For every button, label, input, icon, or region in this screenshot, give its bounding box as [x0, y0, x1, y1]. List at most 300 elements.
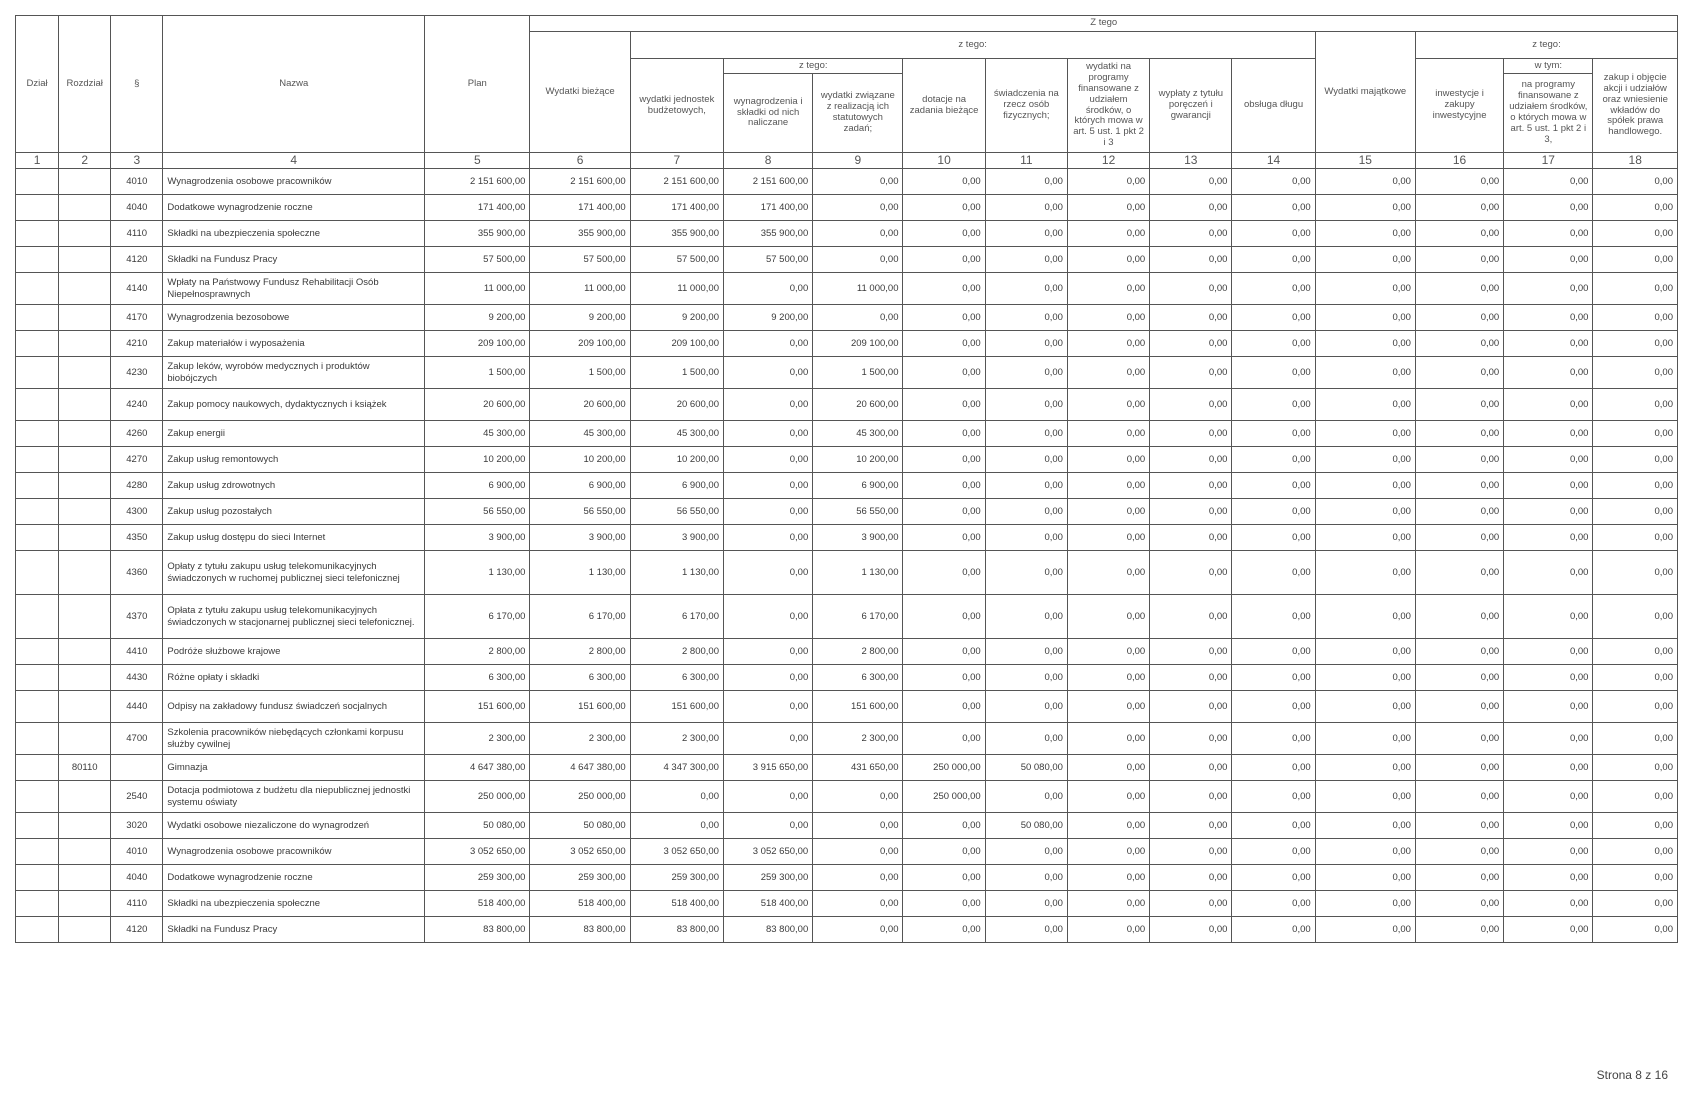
amount-cell: 151 600,00: [813, 691, 903, 723]
amount-cell: 3 900,00: [630, 525, 723, 551]
header-paragraf: §: [111, 16, 163, 153]
dzial-cell: [16, 639, 59, 665]
amount-cell: 0,00: [1593, 273, 1678, 305]
amount-cell: 209 100,00: [530, 331, 630, 357]
amount-cell: 0,00: [985, 917, 1067, 943]
amount-cell: 0,00: [1315, 499, 1415, 525]
amount-cell: 259 300,00: [723, 865, 812, 891]
amount-cell: 0,00: [813, 195, 903, 221]
table-row: [16, 169, 1678, 195]
amount-cell: 0,00: [1150, 639, 1232, 665]
dzial-cell: [16, 331, 59, 357]
amount-cell: 0,00: [813, 247, 903, 273]
amount-cell: 0,00: [903, 525, 985, 551]
amount-cell: 11 000,00: [630, 273, 723, 305]
amount-cell: 250 000,00: [530, 781, 630, 813]
amount-cell: 0,00: [1232, 447, 1315, 473]
amount-cell: 0,00: [985, 595, 1067, 639]
amount-cell: 0,00: [1150, 305, 1232, 331]
amount-cell: 0,00: [1150, 839, 1232, 865]
nazwa-cell: Zakup usług zdrowotnych: [163, 473, 425, 499]
amount-cell: 0,00: [903, 917, 985, 943]
table-row: [16, 781, 1678, 813]
paragraf-cell: 4040: [111, 195, 163, 221]
table-row: [16, 595, 1678, 639]
amount-cell: 0,00: [723, 273, 812, 305]
nazwa-cell: Dodatkowe wynagrodzenie roczne: [163, 195, 425, 221]
amount-cell: 0,00: [1067, 691, 1149, 723]
amount-cell: 0,00: [1150, 781, 1232, 813]
amount-cell: 0,00: [903, 813, 985, 839]
amount-cell: 0,00: [1067, 781, 1149, 813]
paragraf-cell: 4370: [111, 595, 163, 639]
rozdzial-cell: [59, 389, 111, 421]
amount-cell: 0,00: [985, 247, 1067, 273]
amount-cell: 0,00: [1067, 755, 1149, 781]
amount-cell: 0,00: [1593, 781, 1678, 813]
rozdzial-cell: [59, 357, 111, 389]
rozdzial-cell: [59, 447, 111, 473]
amount-cell: 0,00: [1415, 723, 1503, 755]
amount-cell: 151 600,00: [630, 691, 723, 723]
dzial-cell: [16, 595, 59, 639]
amount-cell: 9 200,00: [723, 305, 812, 331]
amount-cell: 0,00: [1067, 221, 1149, 247]
amount-cell: 0,00: [1067, 169, 1149, 195]
rozdzial-cell: [59, 813, 111, 839]
amount-cell: 0,00: [1593, 813, 1678, 839]
header-akcje: zakup i objęcie akcji i udziałów oraz wniesienie wkładów do spółek prawa handlowego.: [1593, 59, 1678, 153]
amount-cell: 20 600,00: [530, 389, 630, 421]
amount-cell: 0,00: [1593, 891, 1678, 917]
amount-cell: 0,00: [1593, 839, 1678, 865]
amount-cell: 0,00: [1232, 473, 1315, 499]
amount-cell: 0,00: [1232, 357, 1315, 389]
paragraf-cell: 4140: [111, 273, 163, 305]
amount-cell: 0,00: [1315, 551, 1415, 595]
paragraf-cell: 4240: [111, 389, 163, 421]
amount-cell: 0,00: [1593, 755, 1678, 781]
amount-cell: 0,00: [1315, 891, 1415, 917]
amount-cell: 0,00: [985, 665, 1067, 691]
header-programy-majatkowe: na programy finansowane z udziałem środków, o których mowa w art. 5 ust. 1 pkt 2 i 3,: [1504, 74, 1593, 153]
rozdzial-cell: 80110: [59, 755, 111, 781]
paragraf-cell: 4430: [111, 665, 163, 691]
amount-cell: 0,00: [723, 639, 812, 665]
dzial-cell: [16, 305, 59, 331]
dzial-cell: [16, 781, 59, 813]
amount-cell: 0,00: [1415, 691, 1503, 723]
rozdzial-cell: [59, 169, 111, 195]
amount-cell: 3 915 650,00: [723, 755, 812, 781]
amount-cell: 0,00: [1593, 723, 1678, 755]
dzial-cell: [16, 813, 59, 839]
amount-cell: 0,00: [723, 551, 812, 595]
amount-cell: 171 400,00: [723, 195, 812, 221]
paragraf-cell: [111, 755, 163, 781]
amount-cell: 0,00: [1315, 357, 1415, 389]
amount-cell: 4 647 380,00: [530, 755, 630, 781]
amount-cell: 0,00: [1150, 247, 1232, 273]
amount-cell: 171 400,00: [630, 195, 723, 221]
amount-cell: 0,00: [1415, 499, 1503, 525]
amount-cell: 0,00: [1232, 331, 1315, 357]
amount-cell: 0,00: [1067, 421, 1149, 447]
amount-cell: 0,00: [723, 595, 812, 639]
rozdzial-cell: [59, 839, 111, 865]
amount-cell: 0,00: [1315, 473, 1415, 499]
amount-cell: 0,00: [1415, 273, 1503, 305]
header-w-tym: w tym:: [1504, 59, 1593, 74]
header-inwestycje: inwestycje i zakupy inwestycyjne: [1415, 59, 1503, 153]
amount-cell: 0,00: [1415, 781, 1503, 813]
paragraf-cell: 4270: [111, 447, 163, 473]
amount-cell: 2 800,00: [630, 639, 723, 665]
amount-cell: 0,00: [1232, 755, 1315, 781]
amount-cell: 518 400,00: [530, 891, 630, 917]
amount-cell: 0,00: [1150, 447, 1232, 473]
amount-cell: 0,00: [1504, 595, 1593, 639]
amount-cell: 0,00: [1504, 865, 1593, 891]
dzial-cell: [16, 755, 59, 781]
dzial-cell: [16, 357, 59, 389]
amount-cell: 0,00: [903, 595, 985, 639]
amount-cell: 0,00: [903, 195, 985, 221]
amount-cell: 0,00: [1415, 891, 1503, 917]
amount-cell: 2 800,00: [530, 639, 630, 665]
amount-cell: 0,00: [903, 551, 985, 595]
header-rozdzial: Rozdział: [59, 16, 111, 153]
dzial-cell: [16, 421, 59, 447]
amount-cell: 0,00: [1315, 691, 1415, 723]
amount-cell: 3 900,00: [425, 525, 530, 551]
header-dotacje: dotacje na zadania bieżące: [903, 59, 985, 153]
amount-cell: 0,00: [723, 331, 812, 357]
amount-cell: 11 000,00: [425, 273, 530, 305]
amount-cell: 0,00: [1150, 221, 1232, 247]
column-number: 16: [1415, 153, 1503, 169]
amount-cell: 0,00: [1150, 595, 1232, 639]
amount-cell: 0,00: [723, 781, 812, 813]
amount-cell: 0,00: [1232, 723, 1315, 755]
dzial-cell: [16, 169, 59, 195]
amount-cell: 0,00: [1150, 473, 1232, 499]
amount-cell: 250 000,00: [425, 781, 530, 813]
table-row: [16, 813, 1678, 839]
amount-cell: 0,00: [1593, 595, 1678, 639]
column-number: 11: [985, 153, 1067, 169]
amount-cell: 0,00: [630, 781, 723, 813]
amount-cell: 0,00: [903, 221, 985, 247]
nazwa-cell: Opłata z tytułu zakupu usług telekomunikacyjnych świadczonych w stacjonarnej publicznej sieci telefonicznej.: [163, 595, 425, 639]
column-number: 10: [903, 153, 985, 169]
amount-cell: 0,00: [903, 865, 985, 891]
header-nazwa: Nazwa: [163, 16, 425, 153]
amount-cell: 0,00: [723, 421, 812, 447]
amount-cell: 0,00: [1593, 499, 1678, 525]
amount-cell: 0,00: [903, 891, 985, 917]
amount-cell: 0,00: [1593, 865, 1678, 891]
rozdzial-cell: [59, 305, 111, 331]
nazwa-cell: Wynagrodzenia bezosobowe: [163, 305, 425, 331]
amount-cell: 1 500,00: [425, 357, 530, 389]
amount-cell: 0,00: [1150, 389, 1232, 421]
amount-cell: 83 800,00: [530, 917, 630, 943]
amount-cell: 0,00: [985, 331, 1067, 357]
amount-cell: 0,00: [1315, 331, 1415, 357]
dzial-cell: [16, 665, 59, 691]
amount-cell: 0,00: [1150, 665, 1232, 691]
table-row: [16, 865, 1678, 891]
amount-cell: 0,00: [630, 813, 723, 839]
amount-cell: 209 100,00: [425, 331, 530, 357]
amount-cell: 6 170,00: [813, 595, 903, 639]
amount-cell: 0,00: [985, 499, 1067, 525]
table-row: [16, 551, 1678, 595]
nazwa-cell: Zakup materiałów i wyposażenia: [163, 331, 425, 357]
amount-cell: 0,00: [1315, 525, 1415, 551]
amount-cell: 0,00: [1232, 781, 1315, 813]
amount-cell: 0,00: [985, 839, 1067, 865]
amount-cell: 0,00: [1315, 273, 1415, 305]
column-number: 12: [1067, 153, 1149, 169]
amount-cell: 0,00: [813, 891, 903, 917]
rozdzial-cell: [59, 665, 111, 691]
amount-cell: 250 000,00: [903, 781, 985, 813]
table-row: [16, 665, 1678, 691]
table-row: [16, 525, 1678, 551]
paragraf-cell: 4280: [111, 473, 163, 499]
amount-cell: 0,00: [1504, 473, 1593, 499]
table-row: [16, 421, 1678, 447]
amount-cell: 0,00: [1504, 665, 1593, 691]
amount-cell: 0,00: [1150, 331, 1232, 357]
amount-cell: 0,00: [1504, 331, 1593, 357]
amount-cell: 431 650,00: [813, 755, 903, 781]
amount-cell: 0,00: [813, 169, 903, 195]
nazwa-cell: Odpisy na zakładowy fundusz świadczeń socjalnych: [163, 691, 425, 723]
dzial-cell: [16, 273, 59, 305]
amount-cell: 0,00: [1415, 473, 1503, 499]
amount-cell: 0,00: [1067, 551, 1149, 595]
amount-cell: 0,00: [723, 813, 812, 839]
paragraf-cell: 4410: [111, 639, 163, 665]
header-dzial: Dział: [16, 16, 59, 153]
dzial-cell: [16, 525, 59, 551]
dzial-cell: [16, 447, 59, 473]
amount-cell: 2 800,00: [813, 639, 903, 665]
amount-cell: 259 300,00: [425, 865, 530, 891]
amount-cell: 0,00: [985, 273, 1067, 305]
header-wydatki-programy: wydatki na programy finansowane z udziałem środków, o których mowa w art. 5 ust. 1 pkt 2 i 3: [1067, 59, 1149, 153]
amount-cell: 0,00: [1504, 421, 1593, 447]
amount-cell: 0,00: [1415, 331, 1503, 357]
amount-cell: 0,00: [1150, 273, 1232, 305]
nazwa-cell: Różne opłaty i składki: [163, 665, 425, 691]
table-row: [16, 447, 1678, 473]
amount-cell: 2 151 600,00: [530, 169, 630, 195]
paragraf-cell: 4440: [111, 691, 163, 723]
amount-cell: 3 052 650,00: [425, 839, 530, 865]
amount-cell: 0,00: [1067, 447, 1149, 473]
table-row: [16, 755, 1678, 781]
amount-cell: 0,00: [813, 305, 903, 331]
rozdzial-cell: [59, 331, 111, 357]
amount-cell: 0,00: [1232, 691, 1315, 723]
column-number: 17: [1504, 153, 1593, 169]
amount-cell: 20 600,00: [813, 389, 903, 421]
dzial-cell: [16, 551, 59, 595]
amount-cell: 0,00: [1415, 305, 1503, 331]
amount-cell: 0,00: [1315, 169, 1415, 195]
amount-cell: 0,00: [1504, 447, 1593, 473]
column-number: 8: [723, 153, 812, 169]
amount-cell: 0,00: [1593, 525, 1678, 551]
table-header: [16, 16, 1678, 169]
amount-cell: 355 900,00: [630, 221, 723, 247]
amount-cell: 4 347 300,00: [630, 755, 723, 781]
dzial-cell: [16, 195, 59, 221]
amount-cell: 0,00: [1232, 865, 1315, 891]
amount-cell: 259 300,00: [630, 865, 723, 891]
amount-cell: 0,00: [1315, 305, 1415, 331]
amount-cell: 0,00: [1315, 389, 1415, 421]
amount-cell: 56 550,00: [813, 499, 903, 525]
amount-cell: 1 130,00: [630, 551, 723, 595]
column-number: 1: [16, 153, 59, 169]
amount-cell: 0,00: [1232, 389, 1315, 421]
amount-cell: 0,00: [723, 357, 812, 389]
amount-cell: 2 151 600,00: [425, 169, 530, 195]
amount-cell: 1 500,00: [813, 357, 903, 389]
page-number: Strona 8 z 16: [1596, 1068, 1668, 1082]
column-number: 18: [1593, 153, 1678, 169]
amount-cell: 9 200,00: [630, 305, 723, 331]
amount-cell: 0,00: [723, 389, 812, 421]
amount-cell: 45 300,00: [530, 421, 630, 447]
amount-cell: 0,00: [1232, 169, 1315, 195]
amount-cell: 0,00: [985, 691, 1067, 723]
amount-cell: 57 500,00: [530, 247, 630, 273]
rozdzial-cell: [59, 247, 111, 273]
amount-cell: 0,00: [985, 447, 1067, 473]
dzial-cell: [16, 865, 59, 891]
paragraf-cell: 4120: [111, 917, 163, 943]
rozdzial-cell: [59, 499, 111, 525]
amount-cell: 0,00: [985, 421, 1067, 447]
amount-cell: 0,00: [1232, 639, 1315, 665]
amount-cell: 0,00: [985, 357, 1067, 389]
amount-cell: 20 600,00: [425, 389, 530, 421]
amount-cell: 0,00: [1067, 305, 1149, 331]
amount-cell: 3 052 650,00: [630, 839, 723, 865]
amount-cell: 57 500,00: [630, 247, 723, 273]
rozdzial-cell: [59, 525, 111, 551]
amount-cell: 151 600,00: [530, 691, 630, 723]
amount-cell: 0,00: [1232, 247, 1315, 273]
amount-cell: 0,00: [1067, 273, 1149, 305]
amount-cell: 0,00: [1315, 421, 1415, 447]
nazwa-cell: Dotacja podmiotowa z budżetu dla niepublicznej jednostki systemu oświaty: [163, 781, 425, 813]
amount-cell: 0,00: [813, 865, 903, 891]
amount-cell: 0,00: [903, 447, 985, 473]
amount-cell: 0,00: [985, 639, 1067, 665]
column-number: 9: [813, 153, 903, 169]
rozdzial-cell: [59, 691, 111, 723]
amount-cell: 10 200,00: [630, 447, 723, 473]
amount-cell: 0,00: [1232, 813, 1315, 839]
amount-cell: 0,00: [1415, 813, 1503, 839]
amount-cell: 0,00: [1504, 839, 1593, 865]
nazwa-cell: Składki na Fundusz Pracy: [163, 247, 425, 273]
amount-cell: 6 300,00: [425, 665, 530, 691]
header-obsluga-dlugu: obsługa długu: [1232, 59, 1315, 153]
column-number: 3: [111, 153, 163, 169]
amount-cell: 6 170,00: [425, 595, 530, 639]
amount-cell: 10 200,00: [530, 447, 630, 473]
amount-cell: 0,00: [1415, 917, 1503, 943]
amount-cell: 0,00: [1593, 917, 1678, 943]
amount-cell: 0,00: [1315, 839, 1415, 865]
amount-cell: 3 900,00: [530, 525, 630, 551]
amount-cell: 209 100,00: [813, 331, 903, 357]
header-z-tego-majatkowe: z tego:: [1415, 32, 1677, 59]
amount-cell: 0,00: [1504, 499, 1593, 525]
amount-cell: 0,00: [1415, 357, 1503, 389]
amount-cell: 1 500,00: [530, 357, 630, 389]
amount-cell: 0,00: [1593, 331, 1678, 357]
amount-cell: 0,00: [1593, 221, 1678, 247]
amount-cell: 518 400,00: [425, 891, 530, 917]
amount-cell: 0,00: [1504, 357, 1593, 389]
amount-cell: 0,00: [903, 499, 985, 525]
paragraf-cell: 4040: [111, 865, 163, 891]
column-number: 2: [59, 153, 111, 169]
nazwa-cell: Gimnazja: [163, 755, 425, 781]
table-row: [16, 473, 1678, 499]
amount-cell: 0,00: [1504, 195, 1593, 221]
amount-cell: 0,00: [813, 839, 903, 865]
amount-cell: 0,00: [903, 473, 985, 499]
amount-cell: 0,00: [1504, 389, 1593, 421]
amount-cell: 0,00: [1150, 891, 1232, 917]
paragraf-cell: 4170: [111, 305, 163, 331]
dzial-cell: [16, 891, 59, 917]
column-number: 6: [530, 153, 630, 169]
amount-cell: 0,00: [1415, 247, 1503, 273]
table-row: [16, 305, 1678, 331]
amount-cell: 0,00: [1067, 639, 1149, 665]
amount-cell: 0,00: [1504, 169, 1593, 195]
amount-cell: 0,00: [1232, 499, 1315, 525]
amount-cell: 6 900,00: [630, 473, 723, 499]
table-body: [16, 169, 1678, 943]
header-wynagrodzenia: wynagrodzenia i składki od nich naliczane: [723, 74, 812, 153]
amount-cell: 20 600,00: [630, 389, 723, 421]
paragraf-cell: 4700: [111, 723, 163, 755]
table-row: [16, 195, 1678, 221]
amount-cell: 0,00: [1315, 447, 1415, 473]
amount-cell: 50 080,00: [530, 813, 630, 839]
rozdzial-cell: [59, 891, 111, 917]
amount-cell: 0,00: [1067, 473, 1149, 499]
amount-cell: 56 550,00: [530, 499, 630, 525]
header-z-tego-biezace: z tego:: [630, 32, 1315, 59]
header-wydatki-biezace: Wydatki bieżące: [530, 32, 630, 153]
amount-cell: 0,00: [1593, 247, 1678, 273]
amount-cell: 0,00: [1593, 551, 1678, 595]
amount-cell: 0,00: [1067, 357, 1149, 389]
